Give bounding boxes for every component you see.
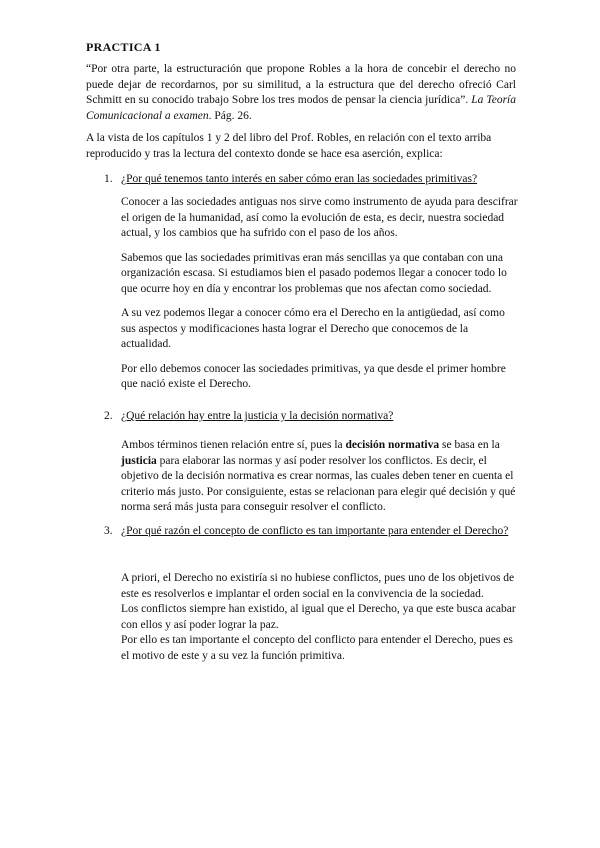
quote-book-title: La Teoría Comunicacional a examen [86,94,517,122]
answer-paragraph: Por ello es tan importante el concepto del conflicto para entender el Derecho, pues es el motivo de este y a su vez la función primitiva. [121,634,513,662]
intro-paragraph: A la vista de los capítulos 1 y 2 del libro del Prof. Robles, en relación con el texto arriba reproducido y tras la lectura del contexto donde se hace esa aserción, explica: [86,132,492,160]
term-justicia: justicia [121,454,157,467]
quote-paragraph [86,62,516,124]
answer-paragraph: Por ello debemos conocer las sociedades primitivas, ya que desde el primer hombre que nació existe el Derecho. [121,362,506,390]
question-text: ¿Por qué razón el concepto de conflicto es tan importante para entender el Derecho? [121,525,509,537]
question-number: 1. [104,173,113,185]
question-text: ¿Qué relación hay entre la justicia y la decisión normativa? [121,410,394,422]
question-number: 3. [104,525,113,537]
answer-paragraph: A priori, el Derecho no existiría si no hubiese conflictos, pues uno de los objetivos de este es resolverlos e implantar el orden social en la convivencia de la sociedad. [121,572,515,600]
answer-text: se basa en la [439,439,500,451]
answer-text: para elaborar las normas y así poder resolver los conflictos. Es decir, el objetivo de la decisión normativa es crear normas, las cuales deben tener en cuenta el criterio más justo. Por consiguiente, estas se relacionan para elegir qué decisión y qué norma será más justa para conseguir resolver el conflicto. [121,454,516,513]
answer-text: Ambos términos tienen relación entre sí, pues la [121,439,346,451]
answer-paragraph: Conocer a las sociedades antiguas nos sirve como instrumento de ayuda para descifrar el origen de la humanidad, así como la evolución de esta, es decir, nuestra sociedad actual, y los cambios que ha sufrido con el paso de los años. [121,196,518,239]
answer-paragraph: Sabemos que las sociedades primitivas eran más sencillas ya que contaban con una organización escasa. Si estudiamos bien el pasado podemos llegar a conocer todo lo que ocurre hoy en día y encontrar los problemas que nos afectan como sociedad. [121,251,507,295]
quote-text: “Por otra parte, la estructuración que propone Robles a la hora de concebir el derecho no puede dejar de recordarnos, por su similitud, a la estructura que del derecho ofreció Carl Schmitt en su conocido trabajo Sobre los tres modos de pensar la ciencia jurídica”. [86,63,516,106]
answer-paragraph [121,438,519,516]
answer-1 [121,195,519,402]
question-text: ¿Por qué tenemos tanto interés en saber cómo eran las sociedades primitivas? [121,173,478,185]
answer-paragraph: A su vez podemos llegar a conocer cómo era el Derecho en la antigüedad, así como sus aspectos y modificaciones hasta lograr el Derecho que conocemos de la actualidad. [121,307,505,350]
question-number: 2. [104,410,113,422]
term-decision-normativa: decisión normativa [345,439,440,451]
answer-paragraph: Los conflictos siempre han existido, al igual que el Derecho, ya que este busca acabar con ellos y así poder lograr la paz. [121,603,516,631]
answer-2 [121,438,519,525]
quote-page-ref: . Pág. 26. [208,109,252,122]
page-title: PRACTICA 1 [86,40,161,54]
answer-3 [121,571,519,664]
